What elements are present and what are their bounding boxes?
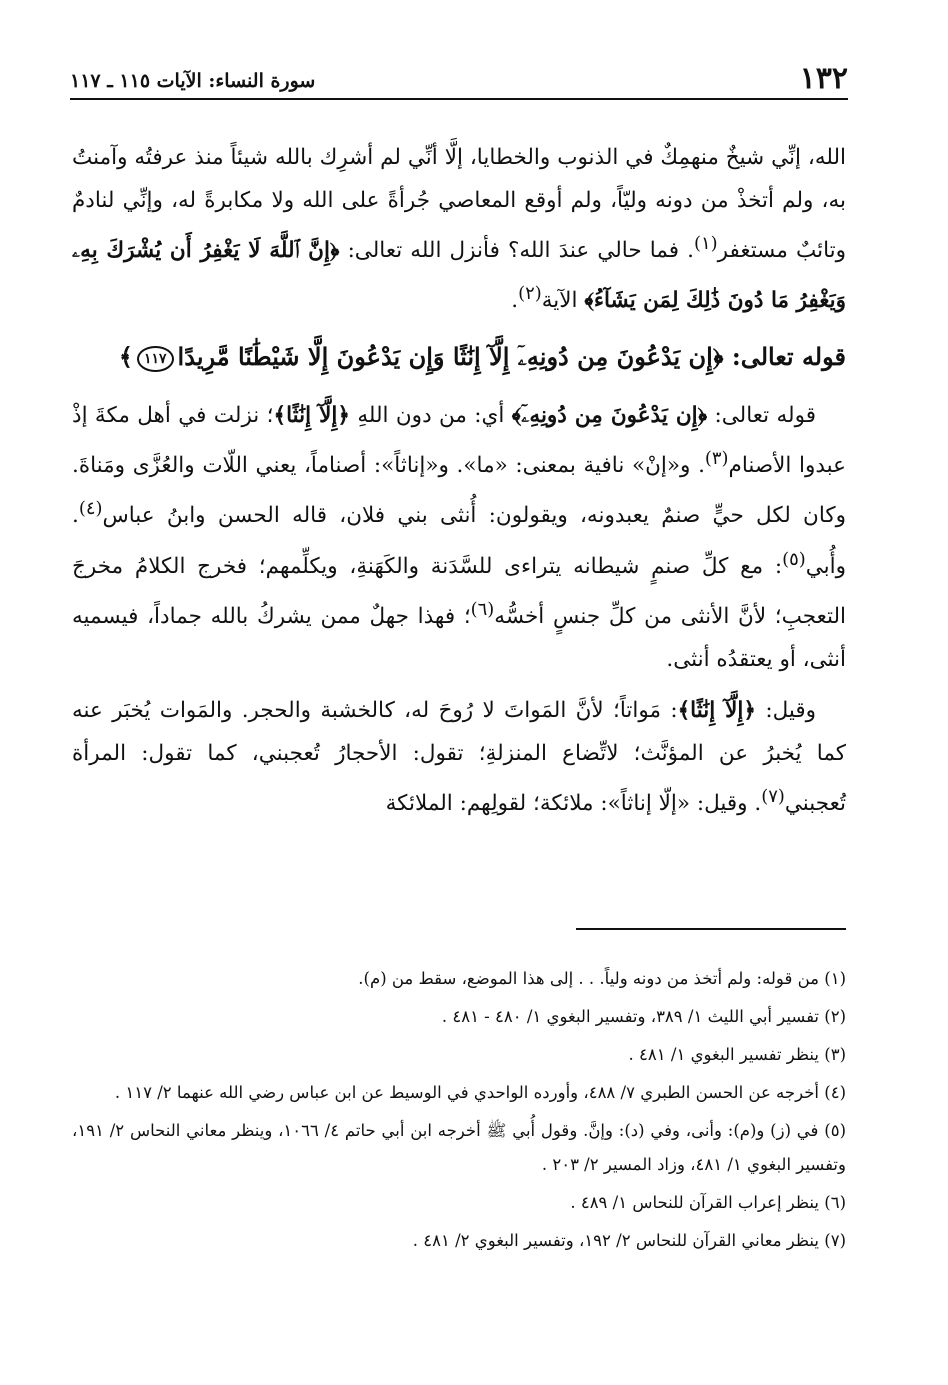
text-run: قوله تعالى:	[707, 403, 816, 429]
paragraph-3	[72, 689, 846, 825]
footnote-ref-4: (٤)	[78, 498, 103, 520]
quran-quote: ﴿إِنَّ ٱللَّهَ لَا يَغْفِرُ أَن يُشْرَكَ بِهِۦ وَيَغْفِرُ مَا دُونَ ذَٰلِكَ لِمَن يَشَآءُ﴾	[72, 238, 846, 314]
footnote-ref-6: (٦)	[470, 598, 495, 620]
page-number: ١٣٢	[799, 61, 848, 96]
footnote-ref-5: (٥)	[782, 548, 806, 570]
heading-lead: قوله تعالى:	[723, 342, 846, 372]
quran-quote: ﴿إِلَّآ إِنَٰثًا﴾	[273, 403, 350, 429]
footnote-separator	[576, 928, 846, 930]
text-run: . و«إنْ» نافية بمعنى: «ما». و«إناثاً»: أصناماً، يعني اللّات والعُزَّى ومَناةَ. وكان لكل حيٍّ صنمٌ يعبدونه، ويقولون: أُنثى بني فلان، قاله الحسن وابنُ عباس	[72, 453, 846, 529]
ayah-number-marker: ١١٧	[137, 346, 174, 372]
verse-heading	[72, 334, 846, 380]
text-run: وقيل:	[756, 697, 817, 723]
text-run: الله، إنِّي شيخٌ منهمِكٌ في الذنوب والخطايا، إلَّا أنِّي لم أشرِك بالله شيئاً منذ عرفتُه وآمنتُ به، ولم أتخذْ من دونه وليّاً، ولم أوقع المعاصي جُرأةً على الله ولا مكابرةً له، وإنِّي لنادمٌ وتائبٌ مستغفر	[72, 145, 846, 264]
footnote-ref-3: (٣)	[704, 448, 729, 470]
quran-quote: ﴿إِلَّآ إِنَٰثًا﴾	[677, 697, 756, 723]
running-title: سورة النساء: الآيات ١١٥ ـ ١١٧	[70, 70, 316, 92]
text-run: الآية	[541, 288, 585, 314]
text-run: ؛ نزلت في أهل مكةَ إذْ عبدوا الأصنام	[72, 403, 846, 479]
footnote-4: (٤) أخرجه عن الحسن الطبري ٧/ ٤٨٨، وأورده الواحدي في الوسيط عن ابن عباس رضي الله عنهما ٢/ ١١٧ .	[114, 1083, 846, 1102]
page-header	[70, 58, 848, 100]
text-run: : مَواتاً؛ لأنَّ المَواتَ لا رُوحَ له، كالخشبة والحجر. والمَوات يُخبَر عنه كما يُخبرُ عن المؤنَّث؛ لاتِّضاع المنزلةِ؛ تقول: الأحجارُ تُعجبني، كما تقول: المرأة تُعجبني	[72, 697, 846, 817]
paragraph-1	[72, 136, 846, 322]
footnote-7: (٧) ينظر معاني القرآن للنحاس ٢/ ١٩٢، وتفسير البغوي ٢/ ٤٨١ .	[412, 1231, 846, 1250]
heading-verse: ﴿إِن يَدْعُونَ مِن دُونِهِۦٓ إِلَّآ إِنَٰثًا وَإِن يَدْعُونَ إِلَّا شَيْطَٰنًا مَّرِيدًا	[177, 342, 724, 372]
footnote-ref-7: (٧)	[761, 785, 785, 807]
footnote-5: (٥) في (ز) و(م): وأنى، وفي (د): وإنَّ. وقول أُبي ﷺ أخرجه ابن أبي حاتم ٤/ ١٠٦٦، وينظر معاني النحاس ٢/ ١٩١، وتفسير البغوي ١/ ٤٨١، وزاد المسير ٢/ ٢٠٣ .	[72, 1121, 846, 1174]
footnote-2: (٢) تفسير أبي الليث ١/ ٣٨٩، وتفسير البغوي ١/ ٤٨٠ - ٤٨١ .	[441, 1007, 846, 1026]
quran-quote: ﴿إِن يَدْعُونَ مِن دُونِهِۦٓ﴾	[511, 403, 708, 429]
footnote-ref-1: (١)	[693, 233, 718, 254]
footnote-3: (٣) ينظر تفسير البغوي ١/ ٤٨١ .	[628, 1045, 846, 1064]
text-run: أي: من دون اللهِ	[349, 403, 512, 429]
text-run: . وأُبي	[72, 503, 846, 579]
paragraph-2	[72, 394, 846, 681]
text-run: .	[511, 288, 519, 314]
main-text	[72, 136, 846, 825]
footnote-1: (١) من قوله: ولم أتخذ من دونه ولياً. . . إلى هذا الموضع، سقط من (م).	[358, 969, 846, 988]
heading-verse-close: ﴾	[118, 342, 133, 372]
text-run: : مع كلِّ صنمٍ شيطانه يتراءى للسَّدَنة والكَهَنةِ، ويكلِّمهم؛ فخرج الكلامُ مخرجَ التعجبِ؛ لأنَّ الأنثى من كلِّ جنسٍ أخسُّه	[72, 553, 846, 629]
text-run: . فما حالي عندَ الله؟ فأنزل الله تعالى:	[339, 238, 694, 264]
footnotes	[72, 962, 846, 1262]
footnote-6: (٦) ينظر إعراب القرآن للنحاس ١/ ٤٨٩ .	[570, 1193, 846, 1212]
text-run: ؛ فهذا جهلٌ ممن يشركُ بالله جماداً، فيسميه أنثى، أو يعتقدُه أنثى.	[72, 603, 846, 672]
footnote-ref-2: (٢)	[518, 283, 542, 305]
text-run: . وقيل: «إلّا إناثاً»: ملائكة؛ لقولِهم: الملائكة	[385, 791, 762, 817]
